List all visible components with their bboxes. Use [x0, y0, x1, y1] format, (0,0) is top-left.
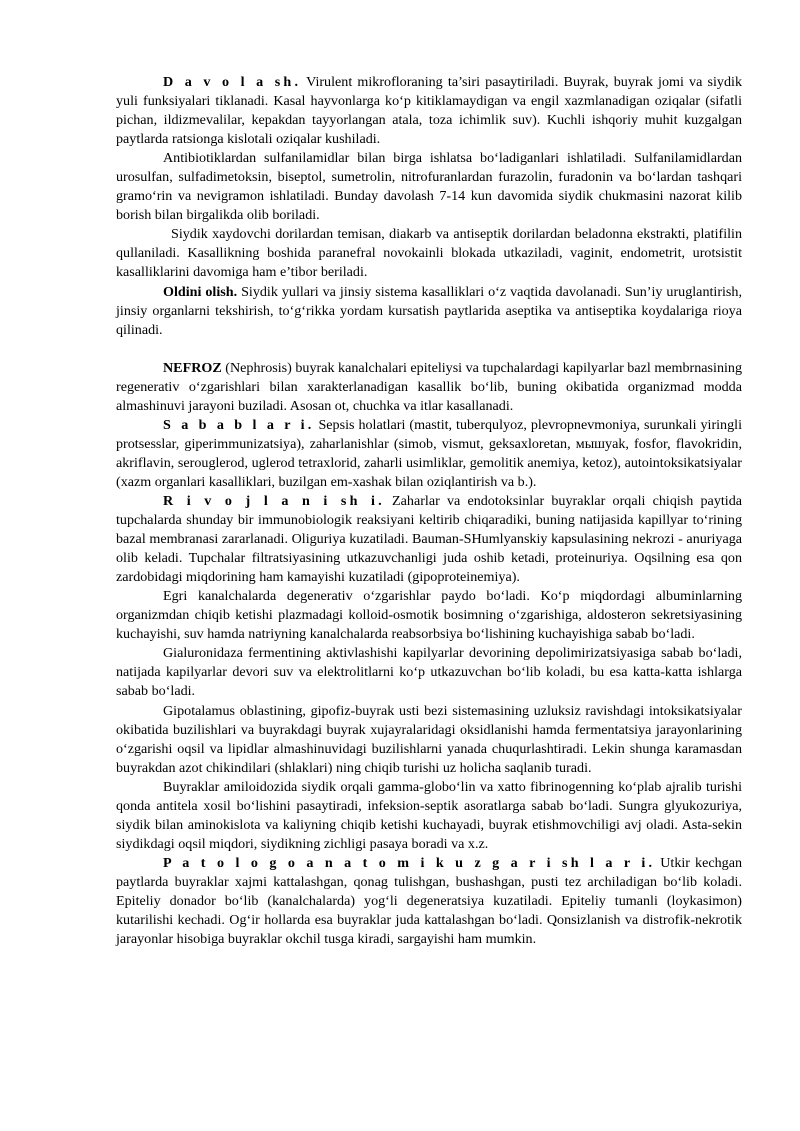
paragraph-text: Egri kanalchalarda degenerativ o‘zgarishlar paydo bo‘ladi. Ko‘p miqdordagi albuminlarning organizmdan chiqib ketishi plazmadagi kolloid-osmotik bosimning o‘zgarishiga, aldosteron sekretsiyasining kuchayishi, suv hamda natriyning kanalchalarda reabsorbsiya bo‘lishining kuchayishiga sabab bo‘ladi. — [116, 588, 742, 643]
paragraph-hypothalamus — [116, 702, 742, 778]
heading-nefroz: NEFROZ — [163, 359, 222, 376]
paragraph-nefroz — [116, 359, 742, 416]
heading-causes: S a b a b l a r i. — [163, 416, 315, 433]
document-page — [116, 73, 742, 949]
paragraph-amyloidosis — [116, 778, 742, 854]
paragraph-text: Antibiotiklardan sulfanilamidlar bilan birga ishlatsa bo‘ladiganlari ishlatiladi. Sulfanilamidlardan urosulfan, sulfadimetoksin, biseptol, sumetrolin, nitrofuranlardan furazolin, furadonin va bo‘lardan tashqari gramo‘rin va nevigramon ishlatiladi. Bunday davolash 7-14 kun davomida siydik chukmasini nazorat kilib borish bilan birgalikda olib boriladi. — [116, 150, 742, 224]
paragraph-tubules — [116, 587, 742, 644]
paragraph-causes — [116, 416, 742, 492]
paragraph-text: Virulent mikrofloraning ta’siri pasaytiriladi. Buyrak, buyrak jomi va siydik yuli funksiyalari tiklanadi. Kasal hayvonlarga ko‘p kitiklamaydigan va engil xazmlanadigan oziqalar (sifatli pichan, ildizmevalilar, kepakdan tayyorlangan atala, toza ichimlik suv). Kuchli ishqoriy muhit kuzgalgan paytlarda ratsionga kislotali oziqalar kushiladi. — [116, 74, 742, 148]
heading-development: R i v o j l a n i sh i. — [163, 492, 385, 509]
paragraph-text: Utkir kechgan paytlarda buyraklar xajmi kattalashgan, qonag tulishgan, bushashgan, pusti tez archiladigan bo‘lib koladi. Epiteliy donador bo‘lib (kanalchalarda) yog‘li degeneratsiya kuzatiladi. Epiteliy tumanli (loykasimon) kutarilishi kechadi. Og‘ir hollarda esa buyraklar juda kattalashgan bo‘ladi. Qonsizlanish va distrofik-nekrotik jarayonlar hisobiga buyraklar okchil tusga kiradi, sargayishi ham mumkin. — [116, 854, 742, 948]
paragraph-antibiotics — [116, 149, 742, 225]
heading-prevention: Oldini olish. — [163, 283, 238, 300]
paragraph-hyaluronidase — [116, 644, 742, 701]
paragraph-pathology — [116, 854, 742, 949]
paragraph-text: Sepsis holatlari (mastit, tuberqulyoz, plevropnevmoniya, surunkali yiringli protsesslar, giperimmunizatsiya), zaharlanishlar (simob, vismut, geksaxloretan, мышyak, fosfor, flavokridin, akriflavin, serouglerod, uglerod tetraxlorid, zaharli usimliklar, gemolitik anemiya, ketoz), autointoksikatsiyalar (xazm organlari kasalliklari, buzilgan em-xashak bilan oziqlantirish va b.). — [116, 416, 742, 490]
paragraph-davolash — [116, 73, 742, 149]
paragraph-text: Siydik yullari va jinsiy sistema kasalliklari o‘z vaqtida davolanadi. Sun’iy uruglantirish, jinsiy organlarni tekshirish, to‘g‘rikka yordam kursatish paytlarida aseptika va antiseptika koydalariga rioya qilinadi. — [116, 283, 742, 338]
heading-pathology: P a t o l o g o a n a t o m i k u z g a r i sh l a r i. — [163, 854, 656, 871]
paragraph-diuretics — [116, 225, 742, 282]
paragraph-development — [116, 492, 742, 587]
paragraph-text: Gialuronidaza fermentining aktivlashishi kapilyarlar devorining depolimirizatsiyasiga sabab bo‘ladi, natijada kapilyarlar devori suv va elektrolitlarni ko‘p utkazuvchan bo‘lib koladi, bu esa katta-katta ishlarga sabab bo‘ladi. — [116, 645, 742, 700]
paragraph-text: Siydik xaydovchi dorilardan temisan, diakarb va antiseptik dorilardan beladonna ekstrakti, platifilin qullaniladi. Kasallikning boshida paranefral novokainli blokada utkaziladi, vaginit, endometrit, urotsistit kasalliklarini davomiga ham e’tibor beriladi. — [116, 226, 742, 281]
paragraph-text: Buyraklar amiloidozida siydik orqali gamma-globo‘lin va xatto fibrinogenning ko‘plab ajralib turishi qonda antitela xosil bo‘lishini pasaytiradi, infeksion-septik asoratlarga sabab bo‘ladi. Sungra glyukozuriya, siydik bilan aminokislota va kaliyning chiqib ketishi kuchayadi, buyrak etishmovchiligi avj oladi. Asta-sekin siydikdagi oqsil miqdori, siydikning zichligi pasaya boradi va x.z. — [116, 778, 742, 852]
paragraph-text: (Nephrosis) buyrak kanalchalari epiteliysi va tupchalardagi kapilyarlar bazl membrnasining regenerativ o‘zgarishlari bilan xarakterlanadigan kasallik bo‘lib, buning okibatida organizmad modda almashinuvi jarayoni buziladi. Asosan ot, chuchka va itlar kasallanadi. — [116, 359, 742, 414]
paragraph-text: Zaharlar va endotoksinlar buyraklar orqali chiqish paytida tupchalarda shunday bir immunobiologik reaksiyani keltirib chiqaradiki, buning natijasida kapillyar to‘rining bazal membranasi zararlanadi. Oliguriya kuzatiladi. Bauman-SHumlyanskiy kapsulasining nekrozi - anuriyaga olib keladi. Tupchalar filtratsiyasining utkazuvchanligi juda oshib ketadi, proteinuriya. Oqsilning esa qon zardobidagi miqdorining ham kamayishi kuzatiladi (gipoproteinemiya). — [116, 492, 742, 586]
paragraph-text: Gipotalamus oblastining, gipofiz-buyrak usti bezi sistemasining uzluksiz ravishdagi intoksikatsiyalar okibatida buzilishlari va buyrakdagi buyrak xujayralaridagi oksidlanishi hamda fermentatsiya jarayonlarining o‘zgarishi oqsil va lipidlar almashinuvidagi buzilishlarni yanada chuqurlashtiradi. Lekin shunga karamasdan buyrakdan azot chikindilari (shlaklari) ning chiqib turishi uz holicha saqlanib turadi. — [116, 702, 742, 776]
paragraph-prevention — [116, 283, 742, 340]
heading-davolash: D a v o l a sh. — [163, 74, 302, 90]
